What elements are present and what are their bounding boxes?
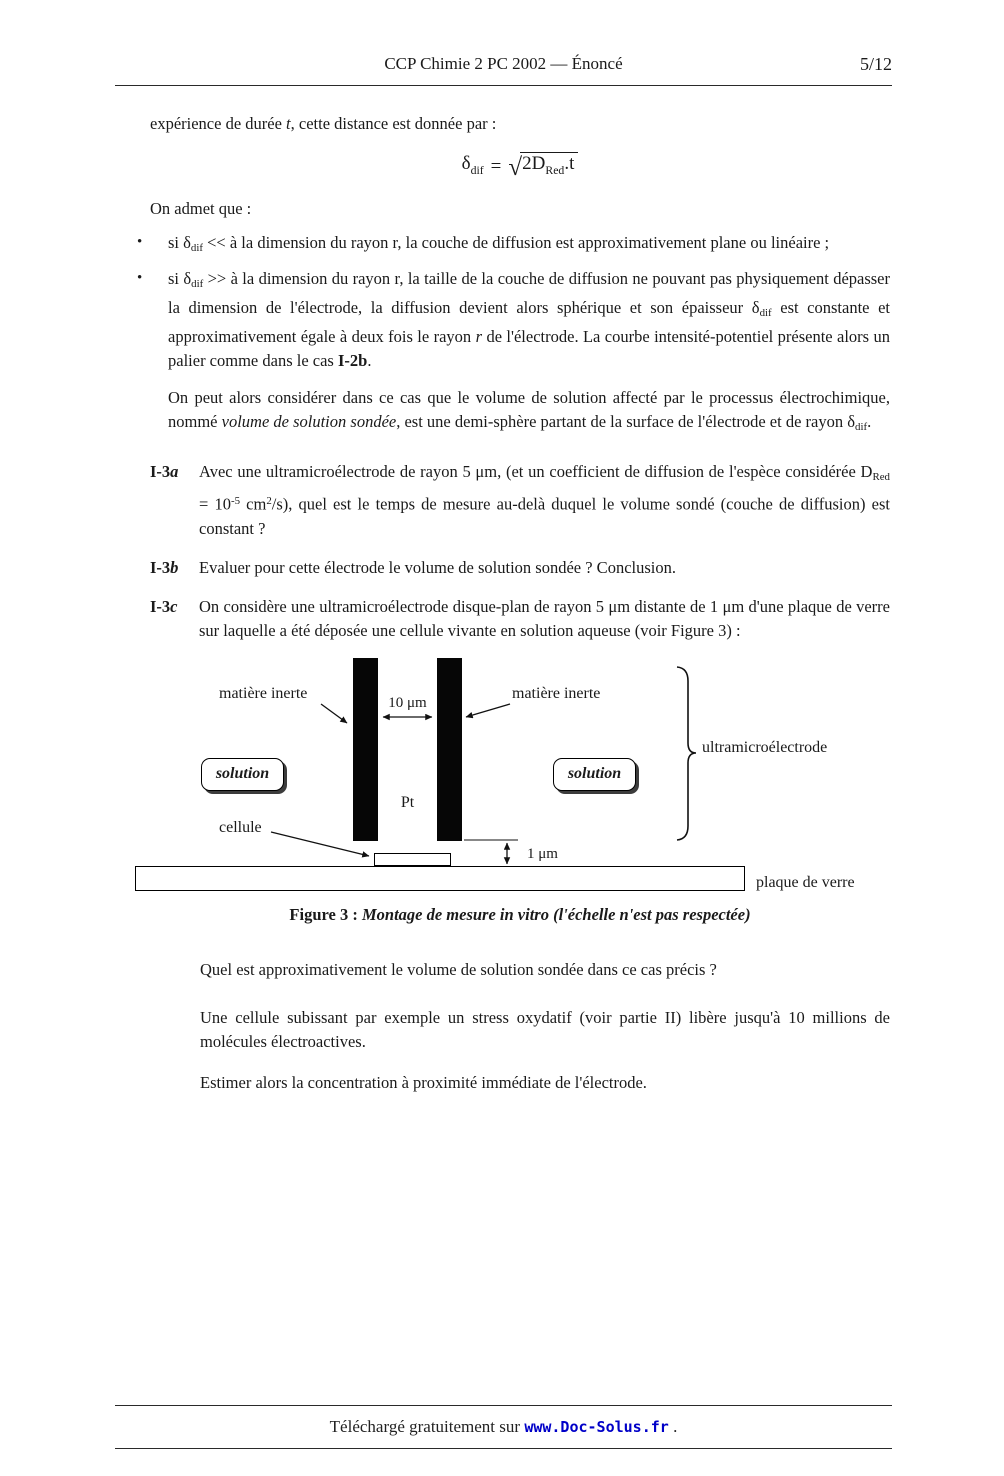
label-pt: Pt bbox=[400, 793, 415, 811]
brace-icon bbox=[677, 667, 696, 840]
label-plaque-de-verre: plaque de verre bbox=[756, 873, 855, 891]
label-cellule: cellule bbox=[219, 818, 262, 836]
formula-equals: = bbox=[490, 156, 502, 177]
footer-rule-bottom bbox=[115, 1448, 892, 1449]
header-title: CCP Chimie 2 PC 2002 — Énoncé bbox=[384, 54, 623, 73]
main-content bbox=[137, 112, 891, 1095]
bullet-list bbox=[137, 231, 891, 439]
item-label: I-3c bbox=[150, 596, 178, 616]
item-I-3b bbox=[150, 556, 890, 580]
inert-material-bar-right bbox=[437, 658, 462, 841]
question-concentration: Estimer alors la concentration à proximité immédiate de l'électrode. bbox=[200, 1072, 647, 1092]
page-footer bbox=[115, 1405, 892, 1449]
bullet-item-2 bbox=[137, 267, 891, 373]
inert-material-bar-left bbox=[353, 658, 378, 841]
item-label: I-3b bbox=[150, 557, 179, 577]
item-I-3c bbox=[150, 595, 890, 643]
bullet-1-text: si δdif << à la dimension du rayon r, la couche de diffusion est approximativement plane ou linéaire ; bbox=[168, 233, 830, 255]
label-ultramicroelectrode: ultramicroélectrode bbox=[702, 738, 828, 756]
solution-label-left: solution bbox=[201, 758, 284, 791]
item-label: I-3a bbox=[150, 462, 179, 482]
label-matiere-inerte-right: matière inerte bbox=[512, 684, 601, 702]
paragraph-admet: On admet que : bbox=[150, 199, 252, 218]
page-number: 5/12 bbox=[859, 54, 892, 74]
footer-text: Téléchargé gratuitement sur bbox=[329, 1417, 525, 1436]
page-header bbox=[115, 52, 892, 86]
item-text: Avec une ultramicroélectrode de rayon 5 μm, (et un coefficient de diffusion de l'espèce considérée DRed = $10^{-5}$ $cm^2/s$), quel est le temps de mesure au-delà duquel le volume sondé (couche de diffusion) est constant ? bbox=[199, 462, 890, 538]
formula-lhs: $\delta_{dif}$ bbox=[461, 152, 484, 177]
bullet-marker: • bbox=[137, 234, 143, 250]
cell-rect bbox=[374, 853, 451, 866]
question-items bbox=[150, 460, 890, 642]
question-stress-oxydatif: Une cellule subissant par exemple un stress oxydatif (voir partie II) libère jusqu'à 10 millions de molécules électroactives. bbox=[200, 1007, 890, 1051]
paragraph-intro: expérience de durée t, cette distance est donnée par : bbox=[150, 114, 497, 133]
bullet-2-text: si δdif >> à la dimension du rayon r, la taille de la couche de diffusion ne pouvant pas physiquement dépasser la dimension de l'électrode, la diffusion devient alors sphérique et son épaisseur δdif est constante et approximativement égale à deux fois le rayon r de l'électrode. La courbe intensité-potentiel présente alors un palier comme dans le cas I-2b. bbox=[168, 269, 891, 371]
figure-caption-title: Montage de mesure in vitro (l'échelle n'est pas respectée) bbox=[361, 904, 751, 924]
bullet-marker: • bbox=[137, 270, 143, 287]
paragraph-volume-sonde: On peut alors considérer dans ce cas que le volume de solution affecté par le processus électrochimique, nommé volume de solution sondée, est une demi-sphère partant de la surface de l'électrode et de rayon δdif. bbox=[168, 388, 890, 434]
doc-solus-link[interactable]: www.Doc-Solus.fr bbox=[524, 1418, 669, 1436]
figure-caption bbox=[150, 903, 890, 927]
formula-radicand: $2D_{Red}.t$ bbox=[520, 152, 578, 182]
figure-caption-label: Figure 3 : bbox=[289, 904, 362, 924]
label-matiere-inerte-left: matière inerte bbox=[219, 684, 308, 702]
label-1um: 1 μm bbox=[527, 845, 558, 862]
header-rule bbox=[115, 85, 892, 86]
footer-suffix: . bbox=[668, 1417, 678, 1436]
sqrt-sign: √ bbox=[508, 154, 523, 181]
bullet-item-1 bbox=[137, 231, 890, 260]
item-text: On considère une ultramicroélectrode disque-plan de rayon 5 μm distante de 1 μm d'une plaque de verre sur laquelle a été déposée une cellule vivante en solution aqueuse (voir Figure 3) : bbox=[199, 596, 890, 640]
glass-plate bbox=[135, 866, 745, 891]
figure-3 bbox=[135, 652, 890, 897]
item-text: Evaluer pour cette électrode le volume de solution sondée ? Conclusion. bbox=[199, 557, 676, 577]
formula-delta-dif bbox=[150, 146, 890, 188]
solution-label-right: solution bbox=[553, 758, 636, 791]
question-volume: Quel est approximativement le volume de solution sondée dans ce cas précis ? bbox=[200, 959, 717, 979]
item-I-3a bbox=[150, 460, 890, 540]
label-10um: 10 μm bbox=[388, 694, 427, 711]
followup-questions bbox=[200, 958, 890, 1095]
